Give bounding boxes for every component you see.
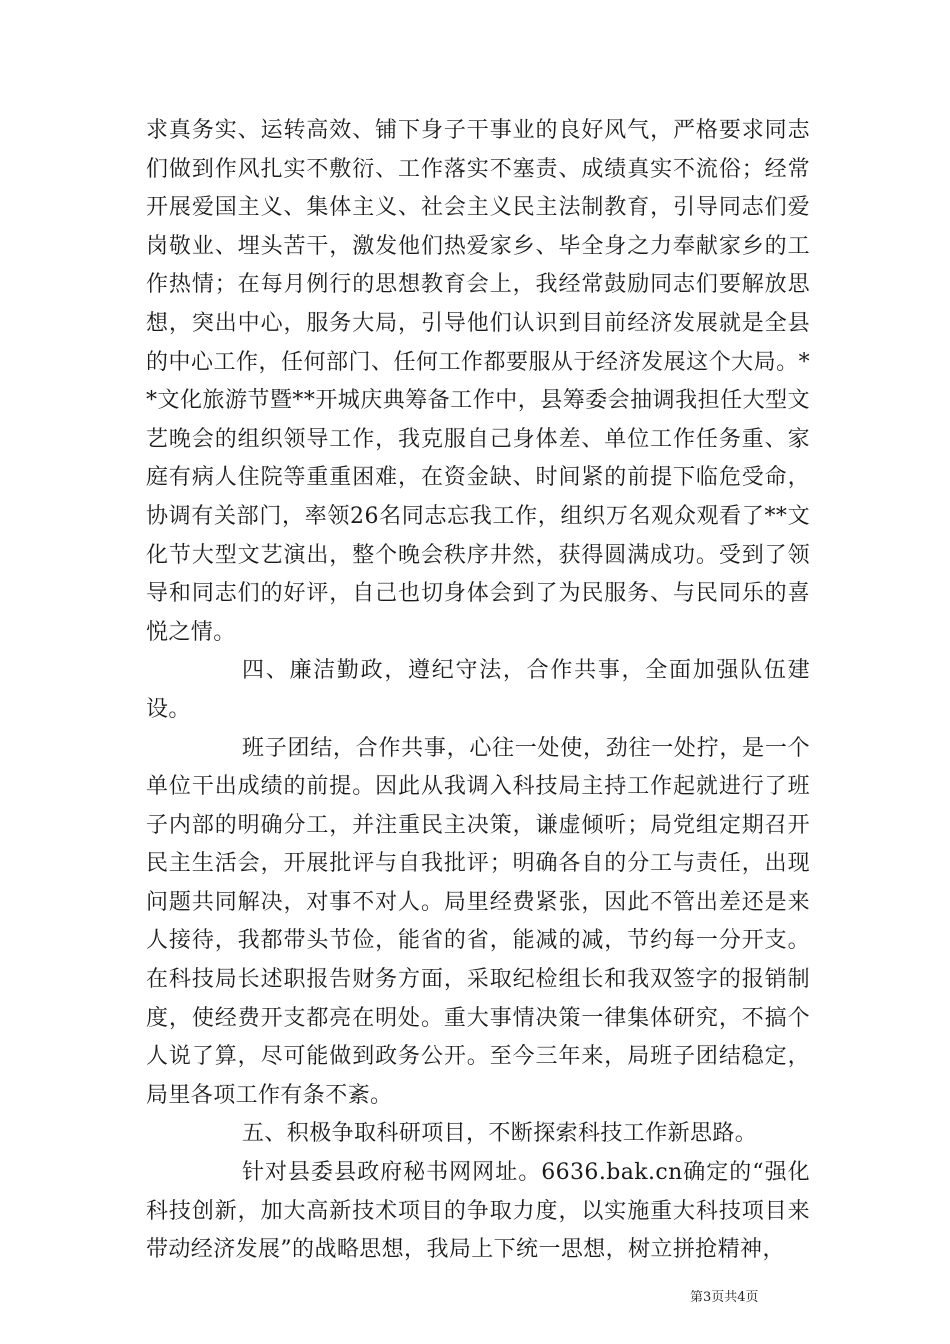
section-heading-4: 四、廉洁勤政，遵纪守法，合作共事，全面加强队伍建设。 bbox=[146, 658, 810, 722]
page-number: 第3页共4页 bbox=[690, 1290, 759, 1305]
paragraph-3: 班子团结，合作共事，心往一处使，劲往一处拧，是一个单位干出成绩的前提。因此从我调入科技局主持工作起就进行了班子内部的明确分工，并注重民主决策，谦虚倾听；局党组定期召开民主生活会，开展批评与自我批评；明确各自的分工与责任，出现问题共同解决，对事不对人。局里经费紧张，因此不管出差还是来人接待，我都带头节俭，能省的省，能减的减，节约每一分开支。在科技局长述职报告财务方面，采取纪检组长和我双签字的报销制度，使经费开支都亮在明处。重大事情决策一律集体研究，不搞个人说了算，尽可能做到政务公开。至今三年来，局班子团结稳定，局里各项工作有条不紊。 bbox=[146, 735, 810, 1108]
paragraph-5: 针对县委县政府秘书网网址。6636.bak.cn确定的“强化科技创新，加大高新技术项目的争取力度，以实施重大科技项目来带动经济发展”的战略思想，我局上下统一思想，树立拼抢精神， bbox=[146, 1160, 810, 1263]
section-heading-5: 五、积极争取科研项目，不断探索科技工作新思路。 bbox=[242, 1121, 758, 1147]
document-body bbox=[146, 112, 810, 1270]
paragraph-1: 求真务实、运转高效、铺下身子干事业的良好风气，严格要求同志们做到作风扎实不敷衍、工作落实不塞责、成绩真实不流俗；经常开展爱国主义、集体主义、社会主义民主法制教育，引导同志们爱岗敬业、埋头苦干，激发他们热爱家乡、毕全身之力奉献家乡的工作热情；在每月例行的思想教育会上，我经常鼓励同志们要解放思想，突出中心，服务大局，引导他们认识到目前经济发展就是全县的中心工作，任何部门、任何工作都要服从于经济发展这个大局。**文化旅游节暨**开城庆典筹备工作中，县筹委会抽调我担任大型文艺晚会的组织领导工作，我克服自己身体差、单位工作任务重、家庭有病人住院等重重困难，在资金缺、时间紧的前提下临危受命，协调有关部门，率领26名同志忘我工作，组织万名观众观看了**文化节大型文艺演出，整个晚会秩序井然，获得圆满成功。受到了领导和同志们的好评，自己也切身体会到了为民服务、与民同乐的喜悦之情。 bbox=[146, 118, 810, 645]
